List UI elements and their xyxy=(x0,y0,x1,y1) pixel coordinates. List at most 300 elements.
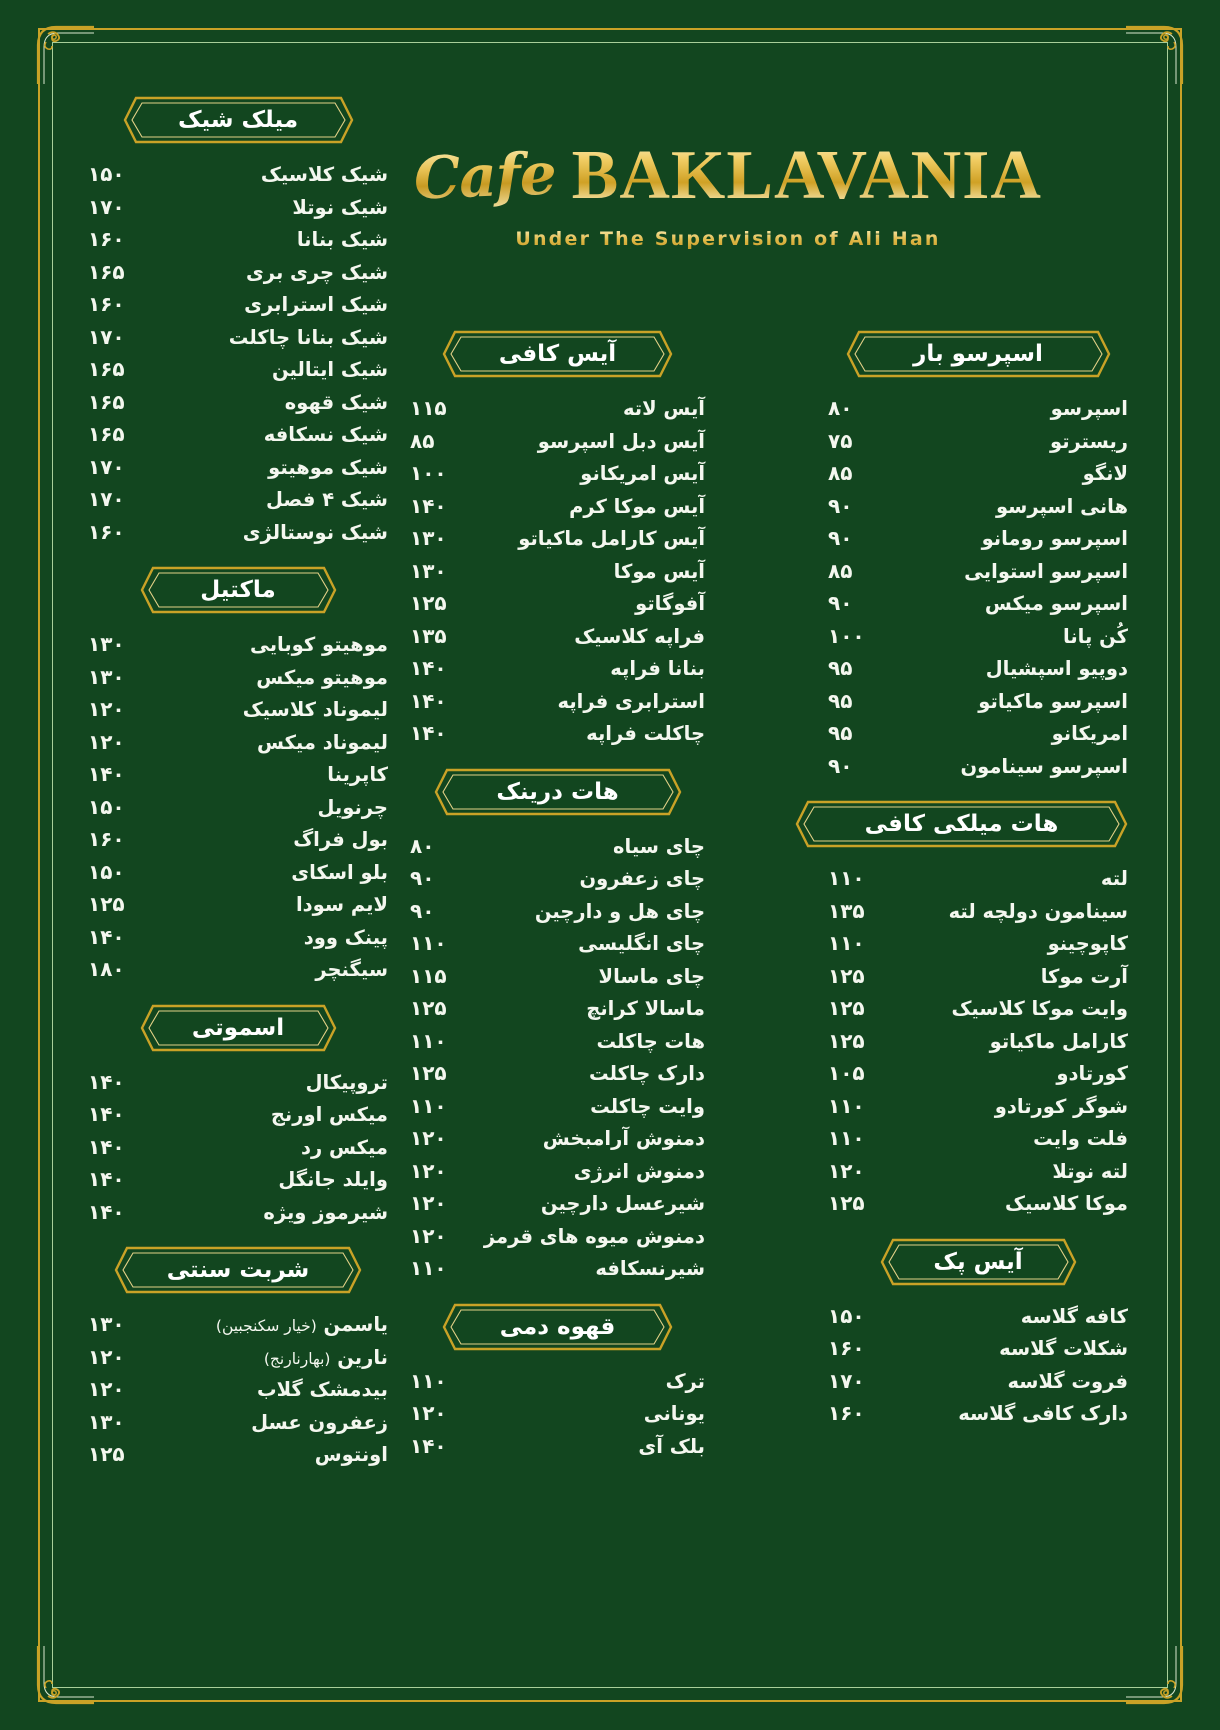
menu-item-name: زعفرون عسل xyxy=(251,1410,388,1434)
menu-item-name: شیک بنانا xyxy=(296,228,388,251)
menu-item-price: ۱۲۰ xyxy=(88,729,125,754)
leader-dots xyxy=(872,1075,1050,1076)
menu-item-price: ۱۳۰ xyxy=(88,632,125,656)
menu-item-row[interactable] xyxy=(828,1332,1128,1365)
menu-item-name: اسپرسو میکس xyxy=(984,592,1128,615)
menu-item-name: موکا کلاسیک xyxy=(1005,1192,1128,1215)
menu-item-row[interactable] xyxy=(88,191,388,224)
menu-item-name: لته xyxy=(1100,867,1128,890)
leader-dots xyxy=(454,638,568,639)
menu-item-row[interactable] xyxy=(88,1196,388,1229)
menu-column-left xyxy=(88,96,388,1489)
menu-item-price: ۱۲۰ xyxy=(410,1158,447,1183)
leader-dots xyxy=(872,1318,1014,1319)
section-header-ice-pack xyxy=(880,1238,1077,1286)
menu-item-price: ۱۱۵ xyxy=(410,396,447,420)
section-title: هات میلکی کافی xyxy=(864,811,1059,837)
menu-item-name: چای ماسالا xyxy=(598,964,705,988)
leader-dots xyxy=(132,1116,264,1117)
menu-item-name: چای هل و دارچین xyxy=(534,899,705,923)
menu-item-row[interactable] xyxy=(88,386,388,419)
leader-dots xyxy=(872,1415,952,1416)
menu-item-row[interactable] xyxy=(88,856,388,889)
menu-item-price: ۱۷۰ xyxy=(88,487,125,511)
menu-item-name: لیموناد میکس xyxy=(257,730,388,754)
menu-item-row[interactable] xyxy=(410,620,705,653)
menu-item-name: شیک نسکافه xyxy=(263,423,388,446)
menu-item-name: اونتوس xyxy=(314,1443,388,1466)
menu-item-price: ۱۲۵ xyxy=(88,1442,125,1466)
menu-item-price: ۹۰ xyxy=(410,866,435,890)
menu-item-row[interactable] xyxy=(410,992,705,1025)
menu-item-row[interactable] xyxy=(828,392,1128,425)
menu-item-row[interactable] xyxy=(410,830,705,863)
menu-item-row[interactable] xyxy=(88,758,388,791)
menu-item-name: کاپوچینو xyxy=(1047,932,1128,955)
menu-item-row[interactable] xyxy=(88,1066,388,1099)
menu-item-name: لیموناد کلاسیک xyxy=(242,698,388,721)
menu-item-price: ۹۵ xyxy=(828,656,853,680)
leader-dots xyxy=(454,605,628,606)
leader-dots xyxy=(454,670,604,671)
menu-column-middle xyxy=(410,330,705,1480)
menu-item-price: ۱۲۰ xyxy=(88,1344,125,1369)
corner-ornament-icon xyxy=(34,24,96,86)
menu-item-row[interactable] xyxy=(88,321,388,354)
menu-item-price: ۱۰۰ xyxy=(828,623,865,648)
leader-dots xyxy=(132,339,222,340)
menu-item-list xyxy=(410,830,705,1285)
menu-item-row[interactable] xyxy=(828,457,1128,490)
menu-item-row[interactable] xyxy=(410,717,705,750)
menu-item-list xyxy=(828,392,1128,782)
menu-item-price: ۱۶۰ xyxy=(88,827,125,851)
menu-item-row[interactable] xyxy=(88,888,388,921)
menu-item-row[interactable] xyxy=(88,516,388,549)
menu-item-name: آیس موکا xyxy=(613,559,705,583)
leader-dots xyxy=(454,1010,580,1011)
menu-item-name: چرنویل xyxy=(317,795,388,819)
menu-item-name: بلو اسکای xyxy=(291,860,388,884)
menu-item-list xyxy=(88,1308,388,1471)
leader-dots xyxy=(872,880,1094,881)
menu-item-name: استرابری فراپه xyxy=(557,689,705,713)
leader-dots xyxy=(132,841,287,842)
menu-section-ice-coffee xyxy=(410,330,705,750)
menu-item-row[interactable] xyxy=(410,895,705,928)
leader-dots xyxy=(454,735,580,736)
leader-dots xyxy=(132,1214,257,1215)
menu-item-name: موهیتو کوبایی xyxy=(249,633,388,656)
leader-dots xyxy=(132,534,236,535)
menu-item-price: ۱۴۰ xyxy=(88,1199,125,1224)
leader-dots xyxy=(454,1383,659,1384)
menu-item-row[interactable] xyxy=(88,288,388,321)
leader-dots xyxy=(859,670,978,671)
menu-item-price: ۱۴۰ xyxy=(88,762,125,786)
menu-item-row[interactable] xyxy=(410,960,705,993)
menu-item-row[interactable] xyxy=(88,256,388,289)
leader-dots xyxy=(454,1448,632,1449)
menu-item-row[interactable] xyxy=(410,1155,705,1188)
leader-dots xyxy=(132,971,309,972)
menu-section-smoothie xyxy=(88,1004,388,1229)
menu-item-row[interactable] xyxy=(828,960,1128,993)
menu-item-price: ۱۰۰ xyxy=(410,461,447,485)
corner-ornament-icon xyxy=(34,1644,96,1706)
menu-item-row[interactable] xyxy=(410,685,705,718)
menu-item-name: چای انگلیسی xyxy=(578,932,705,955)
menu-item-row[interactable] xyxy=(88,628,388,661)
menu-section-hot-drink xyxy=(410,768,705,1285)
menu-column-right xyxy=(828,330,1128,1448)
menu-item-name: دمنوش آرامبخش xyxy=(542,1127,705,1150)
menu-item-price: ۱۲۵ xyxy=(828,996,865,1020)
leader-dots xyxy=(454,1043,590,1044)
menu-item-name: شیک موهیتو xyxy=(268,455,388,479)
menu-item-name: اسپرسو سینامون xyxy=(960,754,1128,778)
menu-item-price: ۱۲۵ xyxy=(410,591,447,615)
leader-dots xyxy=(859,735,1044,736)
menu-item-row[interactable] xyxy=(410,1187,705,1220)
menu-item-name: هات چاکلت xyxy=(596,1029,705,1053)
menu-item-name: فروت گلاسه xyxy=(1007,1369,1128,1393)
menu-item-row[interactable] xyxy=(828,927,1128,960)
menu-item-row[interactable] xyxy=(88,223,388,256)
leader-dots xyxy=(132,1424,245,1425)
leader-dots xyxy=(872,638,1056,639)
menu-item-row[interactable] xyxy=(410,587,705,620)
leader-dots xyxy=(132,241,290,242)
menu-item-price: ۱۱۰ xyxy=(828,1126,865,1150)
menu-item-name: آفوگاتو xyxy=(635,592,705,615)
menu-section-sharbat xyxy=(88,1246,388,1471)
menu-item-price: ۱۱۰ xyxy=(410,1368,447,1393)
menu-item-row[interactable] xyxy=(88,953,388,986)
leader-dots xyxy=(859,508,989,509)
menu-item-name: فراپه کلاسیک xyxy=(574,624,705,648)
menu-item-price: ۸۵ xyxy=(828,461,853,485)
menu-item-name: ماسالا کرانچ xyxy=(586,997,705,1020)
menu-item-name: یاسمن (خیار سکنجبین) xyxy=(215,1313,388,1336)
menu-item-price: ۱۴۰ xyxy=(410,656,447,680)
menu-item-price: ۹۵ xyxy=(828,721,853,745)
menu-item-price: ۱۲۰ xyxy=(410,1401,447,1425)
menu-item-price: ۱۳۰ xyxy=(88,1312,125,1336)
menu-item-name: امریکانو xyxy=(1051,722,1128,745)
menu-item-row[interactable] xyxy=(828,1090,1128,1123)
leader-dots xyxy=(454,1270,589,1271)
leader-dots xyxy=(132,776,321,777)
menu-item-row[interactable] xyxy=(828,425,1128,458)
menu-item-description: (بهارنارنج) xyxy=(263,1349,331,1368)
menu-item-row[interactable] xyxy=(410,1365,705,1398)
menu-item-row[interactable] xyxy=(410,927,705,960)
leader-dots xyxy=(454,978,592,979)
menu-item-row[interactable] xyxy=(828,555,1128,588)
menu-item-description: (خیار سکنجبین) xyxy=(215,1317,317,1335)
menu-item-name: دوپیو اسپشیال xyxy=(985,657,1128,680)
menu-item-row[interactable] xyxy=(88,483,388,516)
leader-dots xyxy=(859,605,977,606)
menu-item-price: ۱۷۰ xyxy=(88,194,125,219)
section-title: اسپرسو بار xyxy=(913,341,1043,367)
menu-item-row[interactable] xyxy=(828,587,1128,620)
menu-item-list xyxy=(828,862,1128,1220)
leader-dots xyxy=(441,848,606,849)
menu-item-name: لانگو xyxy=(1082,462,1128,485)
menu-item-name: میکس اورنج xyxy=(270,1103,388,1126)
menu-item-name: دمنوش انرژی xyxy=(573,1159,705,1183)
menu-item-name: میکس رد xyxy=(301,1135,388,1159)
menu-item-name: بنانا فراپه xyxy=(610,657,705,680)
menu-item-price: ۱۶۰ xyxy=(88,292,125,316)
menu-item-row[interactable] xyxy=(410,457,705,490)
menu-section-mocktail xyxy=(88,566,388,986)
menu-item-row[interactable] xyxy=(828,1300,1128,1333)
menu-item-row[interactable] xyxy=(410,1090,705,1123)
menu-item-row[interactable] xyxy=(88,1341,388,1374)
menu-item-price: ۱۱۰ xyxy=(410,1093,447,1118)
leader-dots xyxy=(872,1383,1001,1384)
menu-item-price: ۱۵۰ xyxy=(88,794,125,819)
menu-item-name: شیرنسکافه xyxy=(595,1257,705,1280)
menu-item-row[interactable] xyxy=(88,1131,388,1164)
menu-item-name: کافه گلاسه xyxy=(1020,1304,1128,1328)
menu-item-row[interactable] xyxy=(828,1122,1128,1155)
corner-ornament-icon xyxy=(1124,1644,1186,1706)
menu-item-name: ترک xyxy=(665,1369,705,1393)
menu-item-row[interactable] xyxy=(410,522,705,555)
section-title: آیس کافی xyxy=(498,341,617,367)
menu-item-name: شیک چری بری xyxy=(245,260,388,284)
leader-dots xyxy=(454,508,563,509)
menu-item-name: شیک کلاسیک xyxy=(260,163,388,186)
menu-item-row[interactable] xyxy=(88,921,388,954)
menu-item-name: آیس لاته xyxy=(622,397,705,420)
menu-item-row[interactable] xyxy=(88,158,388,191)
section-header-milkshake xyxy=(123,96,354,144)
menu-item-row[interactable] xyxy=(828,620,1128,653)
menu-item-price: ۷۵ xyxy=(828,428,853,453)
menu-item-price: ۱۳۰ xyxy=(410,558,447,583)
menu-item-name: لایم سودا xyxy=(295,893,388,916)
leader-dots xyxy=(859,443,1043,444)
menu-item-row[interactable] xyxy=(828,522,1128,555)
menu-item-row[interactable] xyxy=(88,661,388,694)
menu-item-price: ۹۰ xyxy=(828,526,853,550)
section-title: قهوه دمی xyxy=(499,1313,616,1340)
menu-item-row[interactable] xyxy=(88,1406,388,1439)
menu-item-name: بیدمشک گلاب xyxy=(257,1378,388,1401)
menu-item-price: ۱۱۰ xyxy=(410,1028,447,1053)
menu-item-price: ۱۶۰ xyxy=(828,1336,865,1360)
menu-item-price: ۱۴۰ xyxy=(88,1102,125,1126)
leader-dots xyxy=(872,1140,1026,1141)
leader-dots xyxy=(872,1043,983,1044)
menu-item-name: لته نوتلا xyxy=(1052,1159,1128,1183)
leader-dots xyxy=(859,573,957,574)
section-header-sharbat xyxy=(114,1246,362,1294)
leader-dots xyxy=(454,410,616,411)
leader-dots xyxy=(454,1173,567,1174)
menu-item-row[interactable] xyxy=(410,1252,705,1285)
menu-item-name: فلت وایت xyxy=(1033,1127,1128,1150)
menu-item-price: ۱۲۰ xyxy=(88,697,125,721)
menu-item-row[interactable] xyxy=(88,693,388,726)
menu-item-row[interactable] xyxy=(410,1025,705,1058)
menu-item-price: ۱۴۰ xyxy=(410,493,447,518)
menu-item-price: ۱۴۰ xyxy=(88,1134,125,1159)
menu-item-price: ۱۴۰ xyxy=(88,1069,125,1094)
section-title: آیس پک xyxy=(933,1248,1023,1275)
menu-item-name: شیرموز ویژه xyxy=(263,1200,388,1224)
menu-item-list xyxy=(88,628,388,986)
menu-item-row[interactable] xyxy=(410,1220,705,1253)
menu-item-row[interactable] xyxy=(88,1438,388,1471)
menu-item-row[interactable] xyxy=(828,750,1128,783)
menu-item-price: ۱۶۵ xyxy=(88,422,125,446)
menu-item-row[interactable] xyxy=(88,791,388,824)
menu-item-name: شیک ایتالین xyxy=(271,358,388,381)
menu-item-name: دمنوش میوه های قرمز xyxy=(483,1224,705,1248)
menu-item-row[interactable] xyxy=(88,1373,388,1406)
leader-dots xyxy=(454,540,512,541)
brand-title-line xyxy=(408,136,1048,216)
menu-item-row[interactable] xyxy=(410,555,705,588)
menu-item-row[interactable] xyxy=(828,1365,1128,1398)
menu-item-price: ۱۳۵ xyxy=(410,623,447,648)
menu-item-price: ۱۲۵ xyxy=(410,996,447,1020)
menu-item-row[interactable] xyxy=(410,1122,705,1155)
section-header-smoothie xyxy=(140,1004,337,1052)
menu-item-name: دارک کافی گلاسه xyxy=(958,1402,1128,1425)
menu-item-row[interactable] xyxy=(88,418,388,451)
menu-item-row[interactable] xyxy=(88,1308,388,1341)
menu-item-name: اسپرسو استوایی xyxy=(964,559,1128,583)
leader-dots xyxy=(872,913,942,914)
menu-item-list xyxy=(88,158,388,548)
leader-dots xyxy=(859,540,974,541)
menu-item-name: وایلد جانگل xyxy=(278,1168,388,1191)
menu-item-row[interactable] xyxy=(410,1397,705,1430)
menu-item-row[interactable] xyxy=(410,1430,705,1463)
menu-item-row[interactable] xyxy=(828,1187,1128,1220)
menu-item-row[interactable] xyxy=(410,862,705,895)
leader-dots xyxy=(132,1084,299,1085)
menu-item-row[interactable] xyxy=(828,652,1128,685)
corner-ornament-icon xyxy=(1124,24,1186,86)
menu-item-price: ۱۲۵ xyxy=(828,963,865,988)
menu-item-price: ۸۰ xyxy=(410,833,435,858)
leader-dots xyxy=(132,809,311,810)
section-header-dami xyxy=(442,1303,673,1351)
menu-item-row[interactable] xyxy=(410,652,705,685)
menu-item-name: اسپرسو رومانو xyxy=(981,527,1128,550)
leader-dots xyxy=(132,1391,250,1392)
menu-item-row[interactable] xyxy=(88,1098,388,1131)
menu-item-row[interactable] xyxy=(88,353,388,386)
menu-item-row[interactable] xyxy=(828,490,1128,523)
menu-item-row[interactable] xyxy=(828,862,1128,895)
menu-item-row[interactable] xyxy=(828,895,1128,928)
menu-item-name: وایت چاکلت xyxy=(590,1094,705,1118)
menu-item-name: چاکلت فراپه xyxy=(586,722,705,745)
menu-item-price: ۱۲۰ xyxy=(88,1377,125,1401)
menu-item-row[interactable] xyxy=(88,1163,388,1196)
menu-item-name: وایت موکا کلاسیک xyxy=(951,997,1128,1020)
menu-item-name: کورتادو xyxy=(1056,1062,1128,1085)
menu-item-price: ۱۲۰ xyxy=(828,1158,865,1183)
menu-item-row[interactable] xyxy=(410,490,705,523)
menu-item-price: ۱۰۵ xyxy=(828,1061,865,1085)
menu-item-row[interactable] xyxy=(828,1025,1128,1058)
menu-item-price: ۱۶۵ xyxy=(88,259,125,284)
leader-dots xyxy=(872,945,1041,946)
menu-item-name: آیس موکا کرم xyxy=(569,494,705,518)
leader-dots xyxy=(132,874,285,875)
menu-section-espresso-bar xyxy=(828,330,1128,782)
menu-item-price: ۱۷۰ xyxy=(88,324,125,349)
leader-dots xyxy=(132,404,278,405)
menu-item-row[interactable] xyxy=(88,823,388,856)
menu-item-name: دارک چاکلت xyxy=(589,1062,705,1085)
section-header-hot-drink xyxy=(434,768,682,816)
menu-item-row[interactable] xyxy=(828,717,1128,750)
leader-dots xyxy=(872,978,1034,979)
menu-item-row[interactable] xyxy=(410,392,705,425)
menu-item-row[interactable] xyxy=(828,1397,1128,1430)
leader-dots xyxy=(132,501,259,502)
leader-dots xyxy=(454,475,574,476)
menu-item-price: ۸۰ xyxy=(828,396,853,420)
menu-item-row[interactable] xyxy=(410,1057,705,1090)
menu-item-row[interactable] xyxy=(410,425,705,458)
menu-item-row[interactable] xyxy=(828,992,1128,1025)
leader-dots xyxy=(859,475,1075,476)
menu-item-name: چای زعفرون xyxy=(579,867,705,890)
menu-item-price: ۱۸۰ xyxy=(88,957,125,981)
menu-item-price: ۱۴۰ xyxy=(410,1433,447,1458)
menu-section-ice-pack xyxy=(828,1238,1128,1430)
leader-dots xyxy=(454,703,551,704)
menu-item-row[interactable] xyxy=(828,1057,1128,1090)
menu-item-price: ۱۴۰ xyxy=(88,924,125,949)
leader-dots xyxy=(132,469,262,470)
menu-item-name: سینامون دولچه لته xyxy=(948,899,1128,923)
menu-item-list xyxy=(828,1300,1128,1430)
menu-item-price: ۹۰ xyxy=(410,898,435,923)
menu-item-row[interactable] xyxy=(88,451,388,484)
menu-item-row[interactable] xyxy=(828,685,1128,718)
leader-dots xyxy=(454,1415,637,1416)
menu-item-name: بلک آی xyxy=(638,1434,705,1458)
section-header-mocktail xyxy=(140,566,337,614)
leader-dots xyxy=(454,1205,534,1206)
menu-item-price: ۹۵ xyxy=(828,688,853,713)
menu-item-list xyxy=(410,392,705,750)
leader-dots xyxy=(859,703,971,704)
leader-dots xyxy=(872,1173,1046,1174)
menu-item-list xyxy=(410,1365,705,1463)
leader-dots xyxy=(132,274,239,275)
menu-item-row[interactable] xyxy=(88,726,388,759)
menu-item-name: اسپرسو xyxy=(1050,397,1128,420)
section-header-espresso-bar xyxy=(846,330,1111,378)
menu-item-name: موهیتو میکس xyxy=(256,665,388,689)
menu-item-name: کاپرینا xyxy=(327,763,388,786)
menu-item-row[interactable] xyxy=(828,1155,1128,1188)
